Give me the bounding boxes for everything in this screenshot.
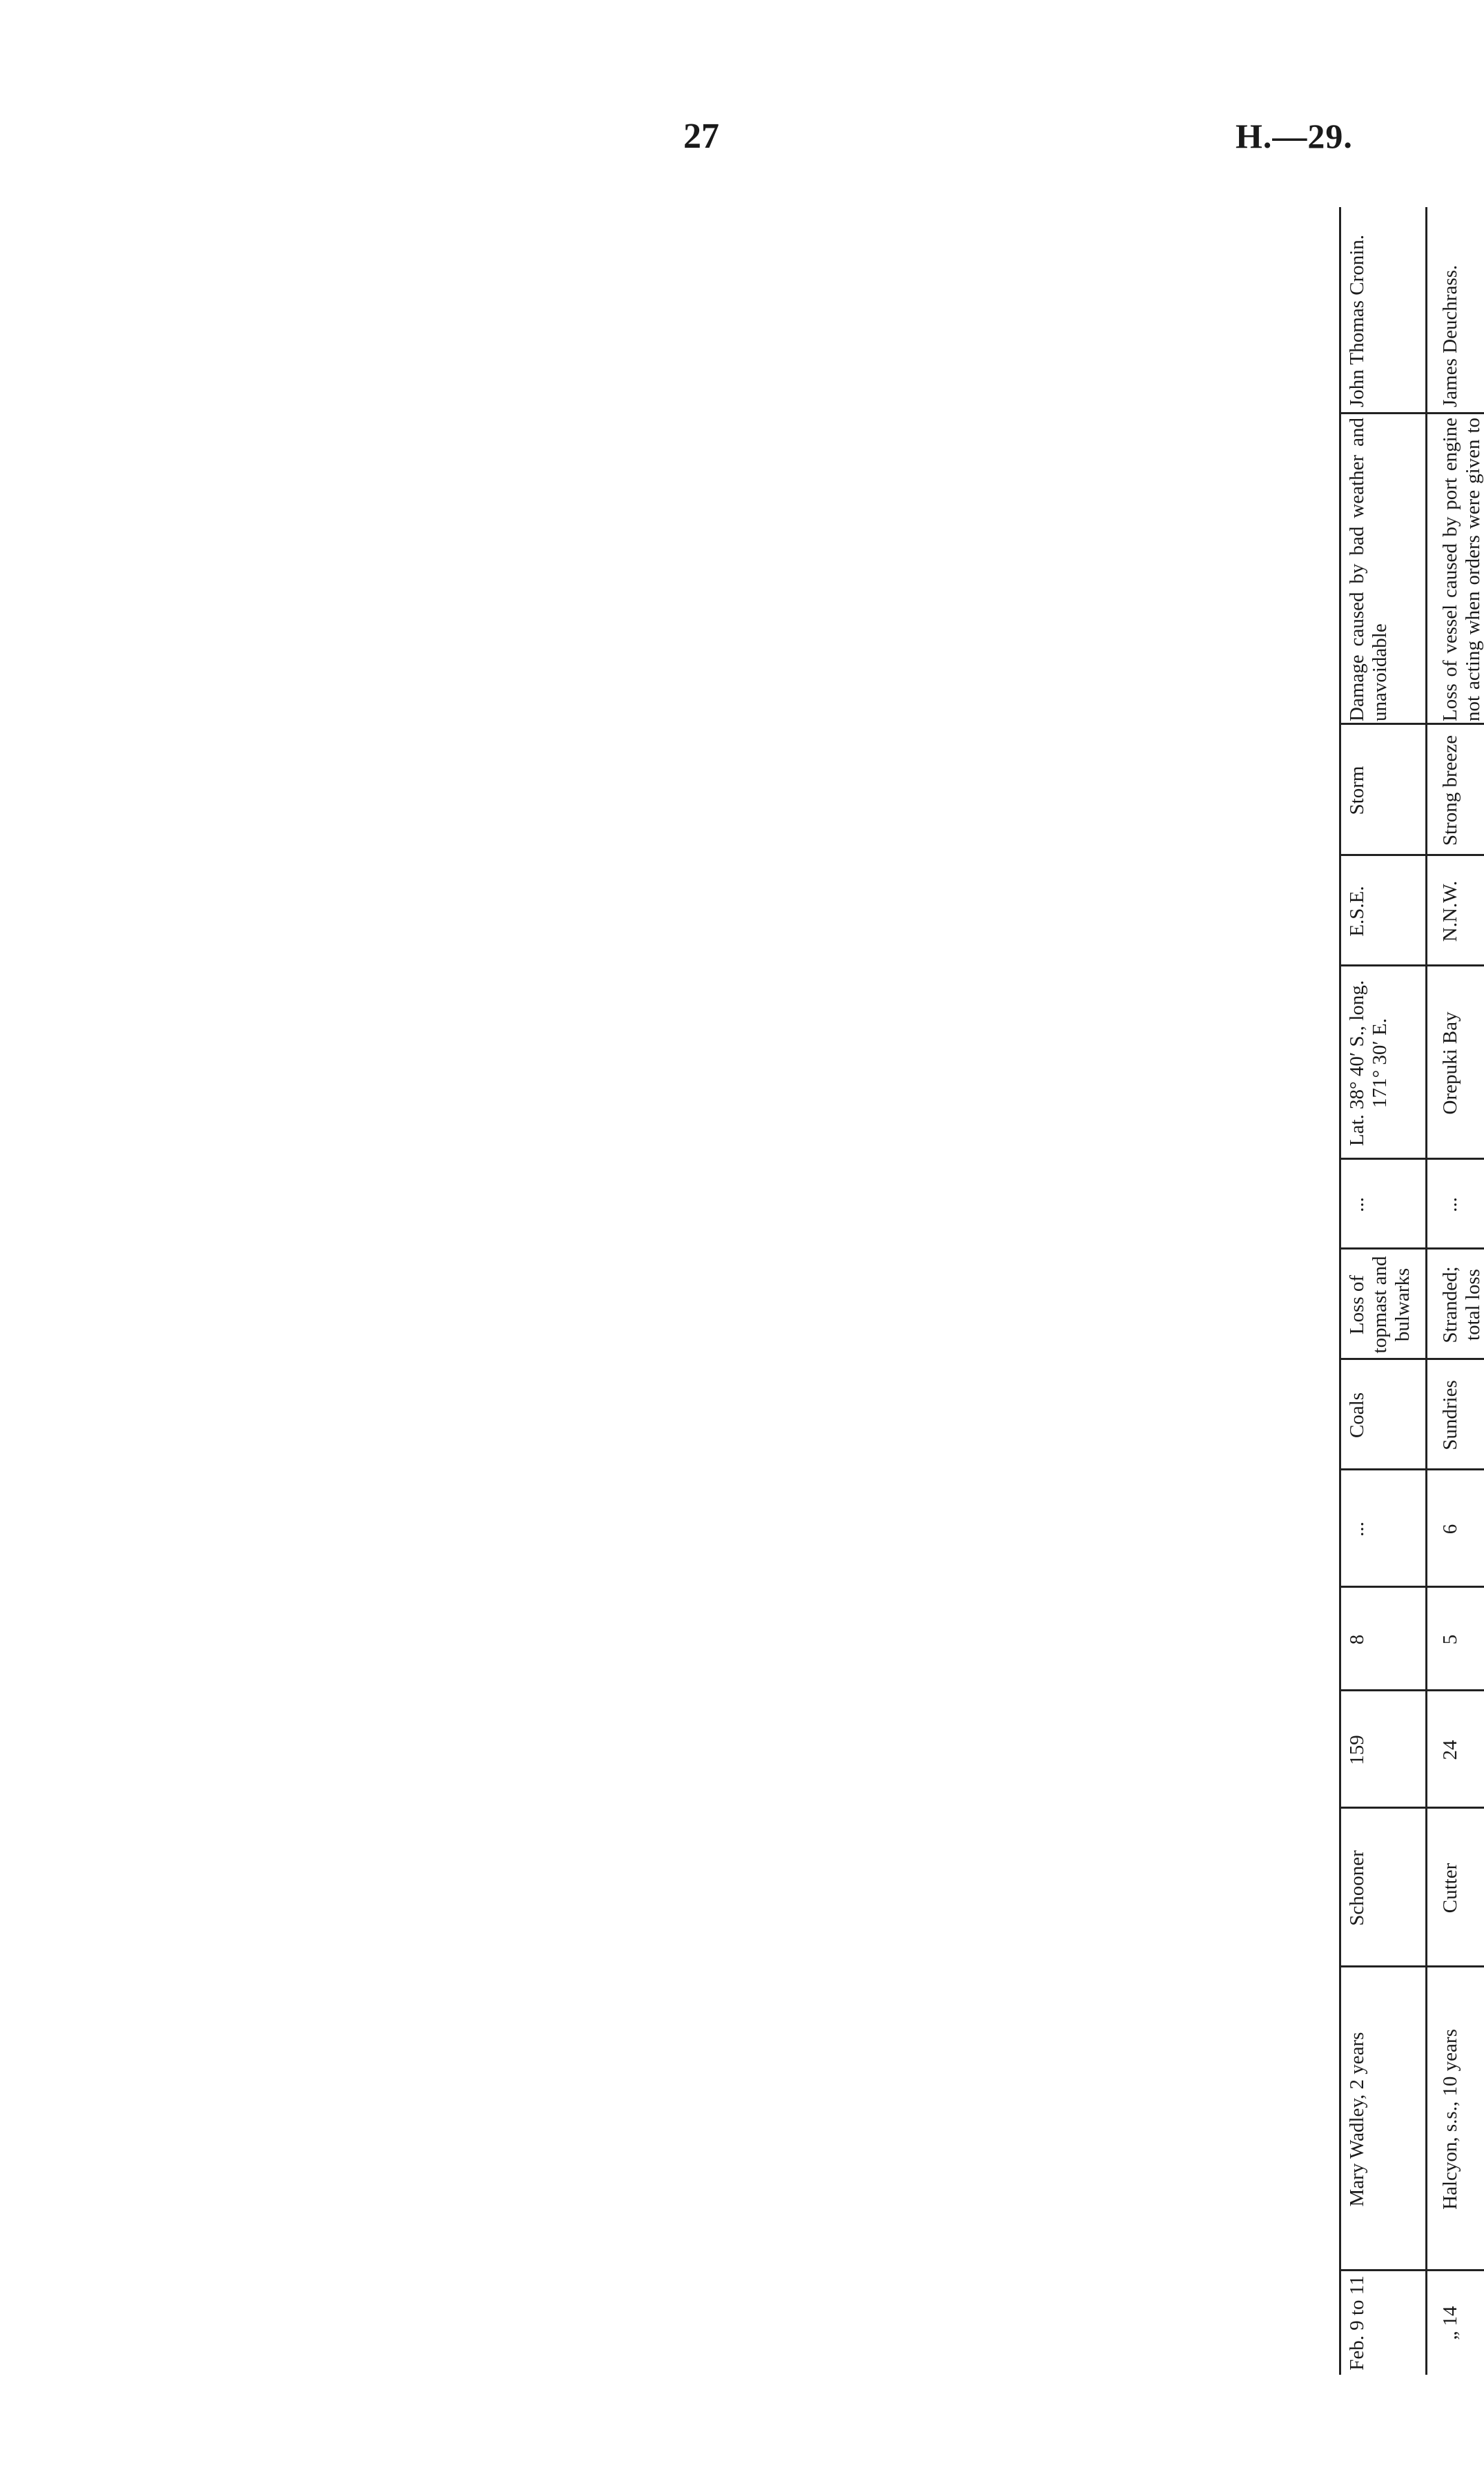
- place-cell: Lat. 38° 40′ S., long. 171° 30′ E.: [1346, 980, 1391, 1147]
- page-number: 27: [683, 117, 719, 156]
- wind-force-cell: Storm: [1346, 766, 1368, 815]
- place-cell: Orepuki Bay: [1439, 1011, 1461, 1115]
- nature-cell: Stranded; total loss: [1439, 1266, 1484, 1343]
- tonnage-cell: 24: [1439, 1740, 1461, 1760]
- cause-cell: Damage caused by bad weather and unavoidable: [1346, 418, 1391, 721]
- cargo-cell: Coals: [1346, 1392, 1368, 1439]
- vessel-cell: Mary Wadley, 2 years: [1346, 2032, 1368, 2207]
- lives-cell: ...: [1346, 1197, 1368, 1212]
- cause-cell: Loss of vessel caused by port engine not acting when orders were given to: [1439, 418, 1484, 721]
- wind-force-cell: Strong breeze: [1439, 735, 1461, 846]
- crew-cell: 5: [1439, 1634, 1461, 1645]
- officer-cell: James Deuchrass.: [1439, 264, 1461, 407]
- col-rule: [1339, 412, 1484, 414]
- tonnage-cell: 159: [1346, 1735, 1368, 1765]
- vessel-cell: Halcyon, s.s., 10 years: [1439, 2029, 1461, 2210]
- table-top-rule: [1339, 207, 1341, 2375]
- casualty-table: [1339, 207, 1484, 2375]
- lives-cell: ...: [1439, 1197, 1461, 1212]
- date-cell: „ 14: [1439, 2306, 1461, 2340]
- page-reference: H.—29.: [1236, 117, 1353, 155]
- date-cell: Feb. 9 to 11: [1346, 2275, 1368, 2371]
- rig-cell: Schooner: [1346, 1850, 1368, 1926]
- rig-cell: Cutter: [1439, 1863, 1461, 1914]
- cargo-cell: Sundries: [1439, 1380, 1461, 1450]
- passengers-cell: ...: [1346, 1522, 1368, 1537]
- officer-cell: John Thomas Cronin.: [1346, 235, 1368, 407]
- crew-cell: 8: [1346, 1634, 1368, 1645]
- wind-direction-cell: E.S.E.: [1346, 886, 1368, 937]
- passengers-cell: 6: [1439, 1524, 1461, 1535]
- nature-cell: Loss of topmast and bulwarks: [1346, 1256, 1414, 1354]
- wind-direction-cell: N.N.W.: [1439, 880, 1461, 942]
- row-rule: [1425, 207, 1427, 2375]
